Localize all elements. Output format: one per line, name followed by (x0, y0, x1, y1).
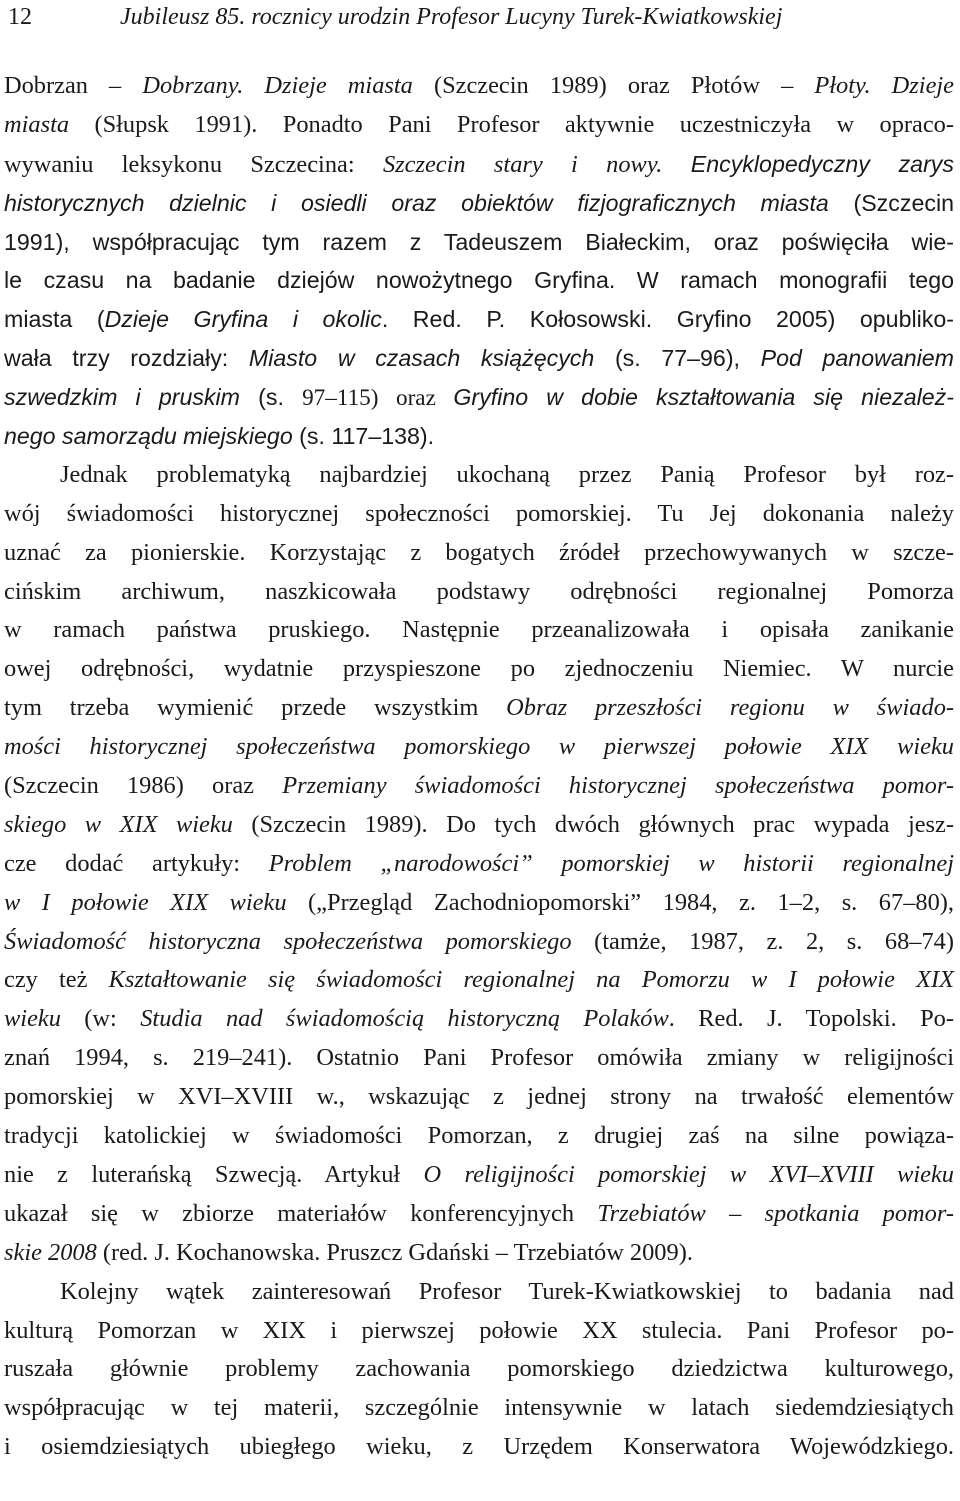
text-run: . Red. J. Topolski. Po- (668, 1005, 954, 1033)
text-run: wała trzy rozdziały: (4, 345, 249, 372)
text-run: Jednak problematyką najbardziej ukochaną przez Panią Profesor był roz- (60, 460, 954, 488)
text-line (4, 223, 954, 262)
text-run: i osiemdziesiątych ubiegłego wieku, z Urzędem Konserwatora Wojewódzkiego. (4, 1433, 954, 1461)
text-line (4, 67, 954, 106)
text-line (4, 378, 954, 417)
text-run: (Szczecin (828, 189, 954, 216)
text-run: pomorskiej w XVI–XVIII w., wskazując z jednej strony na trwałość elementów (4, 1083, 954, 1111)
text-line (4, 1195, 954, 1234)
running-header (4, 0, 954, 34)
text-run: 1991), współpracując tym razem z Tadeuszem Białeckim, oraz poświęciła wie- (4, 228, 954, 255)
text-run: tym trzeba wymienić przede wszystkim (4, 694, 507, 722)
text-run: (s. (240, 384, 303, 411)
italic-text: Dzieje Gryfina i okolic (104, 306, 382, 333)
italic-text: skiego w XIX wieku (4, 810, 233, 838)
text-line (4, 923, 954, 962)
body-text (4, 67, 954, 1467)
italic-text: Problem „narodowości” pomorskiej w historii regionalnej (268, 849, 954, 877)
page-number: 12 (8, 4, 32, 30)
text-line (4, 417, 954, 456)
text-line (4, 1156, 954, 1195)
text-run: (Szczecin 1989). Do tych dwóch głównych prac wypada jesz- (232, 810, 954, 838)
italic-text: Gryfino w dobie kształtowania się niezależ- (453, 384, 954, 411)
text-line (4, 806, 954, 845)
text-run: uznać za pionierskie. Korzystając z bogatych źródeł przechowywanych w szcze- (4, 538, 954, 566)
italic-text: Obraz przeszłości regionu w świado- (506, 694, 955, 722)
text-run: . Red. P. Kołosowski. Gryfino 2005) opubliko- (381, 306, 954, 333)
italic-text: mości historycznej społeczeństwa pomorskiego w pierwszej połowie XIX wieku (4, 733, 954, 761)
text-run: (Szczecin 1986) oraz (4, 772, 283, 800)
text-line (4, 456, 954, 495)
italic-text: O religijności pomorskiej w XVI–XVIII wieku (423, 1160, 954, 1188)
text-line (4, 1078, 954, 1117)
text-line (4, 1117, 954, 1156)
text-run: czy też (4, 966, 109, 994)
italic-text: Świadomość historyczna społeczeństwa pomorskiego (4, 927, 572, 955)
italic-text: Trzebiatów – spotkania pomor- (597, 1199, 954, 1227)
text-run: miasta ( (4, 306, 105, 333)
text-line (4, 689, 954, 728)
text-run: kulturą Pomorzan w XIX i pierwszej połowie XX stulecia. Pani Profesor po- (4, 1316, 954, 1344)
text-line (4, 728, 954, 767)
text-line (4, 573, 954, 612)
text-run: (Słupsk 1991). Ponadto Pani Profesor aktywnie uczestniczyła w opraco- (69, 110, 954, 138)
text-run: (w: (60, 1005, 141, 1033)
text-run: nie z luterańską Szwecją. Artykuł (4, 1160, 424, 1188)
text-run: Kolejny wątek zainteresowań Profesor Turek-Kwiatkowskiej to badania nad (60, 1277, 954, 1305)
text-run: wywaniu leksykonu Szczecina: (4, 150, 383, 178)
text-line (4, 261, 954, 300)
text-line (4, 884, 954, 923)
italic-text: Pod panowaniem (760, 345, 954, 372)
text-line (4, 650, 954, 689)
italic-text: Encyklopedyczny zarys (690, 150, 954, 177)
text-line (4, 1234, 954, 1273)
italic-text: w I połowie XIX wieku (4, 888, 287, 916)
text-run: le czasu na badanie dziejów nowożytnego Gryfina. W ramach monografii tego (4, 267, 954, 294)
text-line (4, 1039, 954, 1078)
italic-text: skie 2008 (4, 1238, 97, 1266)
text-line (4, 300, 954, 339)
text-line (4, 1350, 954, 1389)
text-line (4, 106, 954, 145)
italic-text: wieku (4, 1005, 61, 1033)
text-line (4, 184, 954, 223)
text-run: cze dodać artykuły: (4, 849, 269, 877)
text-line (4, 767, 954, 806)
text-run: (s. 117–138). (292, 423, 435, 450)
text-run: współpracując w tej materii, szczególnie intensywnie w latach siedemdziesiątych (4, 1394, 954, 1422)
text-line (4, 1428, 954, 1467)
text-line (4, 1000, 954, 1039)
text-run: ukazał się w zbiorze materiałów konferencyjnych (4, 1199, 598, 1227)
text-line (4, 1312, 954, 1351)
text-run: (s. 77–96), (594, 345, 761, 372)
text-line (4, 145, 954, 184)
text-run: znań 1994, s. 219–241). Ostatnio Pani Profesor omówiła zmiany w religijności (4, 1044, 954, 1072)
italic-text: Kształtowanie się świadomości regionalnej na Pomorzu w I połowie XIX (108, 966, 954, 994)
text-run: 97–115) oraz (302, 385, 454, 412)
italic-text: Dobrzany. Dzieje miasta (142, 72, 413, 99)
italic-text: miasta (4, 110, 70, 138)
text-line (4, 495, 954, 534)
text-run: owej odrębności, wydatnie przyspieszone po zjednoczeniu Niemiec. W nurcie (4, 655, 954, 683)
italic-text: Płoty. Dzieje (814, 72, 954, 99)
text-run: (tamże, 1987, z. 2, s. 68–74) (571, 927, 954, 955)
text-run: tradycji katolickiej w świadomości Pomorzan, z drugiej zaś na silne powiąza- (4, 1122, 954, 1150)
italic-text: Studia nad świadomością historyczną Polaków (140, 1005, 669, 1033)
italic-text: Szczecin stary i nowy. (382, 150, 691, 178)
running-title: Jubileusz 85. rocznicy urodzin Profesor Lucyny Turek-Kwiatkowskiej (120, 4, 783, 30)
text-line (4, 1273, 954, 1312)
italic-text: historycznych dzielnic i osiedli oraz obiektów fizjograficznych miasta (4, 189, 829, 216)
text-run: w ramach państwa pruskiego. Następnie przeanalizowała i opisała zanikanie (4, 616, 954, 644)
italic-text: szwedzkim i pruskim (4, 384, 240, 411)
italic-text: nego samorządu miejskiego (4, 423, 293, 450)
text-line (4, 534, 954, 573)
text-run: (red. J. Kochanowska. Pruszcz Gdański – Trzebiatów 2009). (96, 1238, 693, 1266)
text-run: wój świadomości historycznej społeczności pomorskiej. Tu Jej dokonania należy (4, 499, 954, 527)
text-run: ruszała głównie problemy zachowania pomorskiego dziedzictwa kulturowego, (4, 1355, 954, 1383)
text-run: Dobrzan – (4, 72, 143, 99)
text-line (4, 961, 954, 1000)
italic-text: Miasto w czasach książęcych (248, 345, 595, 372)
text-line (4, 1389, 954, 1428)
text-run: cińskim archiwum, naszkicowała podstawy odrębności regionalnej Pomorza (4, 577, 954, 605)
text-line (4, 845, 954, 884)
text-line (4, 339, 954, 378)
text-line (4, 611, 954, 650)
italic-text: Przemiany świadomości historycznej społeczeństwa pomor- (282, 772, 954, 800)
text-run: („Przegląd Zachodniopomorski” 1984, z. 1–2, s. 67–80), (286, 888, 955, 916)
text-run: (Szczecin 1989) oraz Płotów – (412, 72, 815, 99)
